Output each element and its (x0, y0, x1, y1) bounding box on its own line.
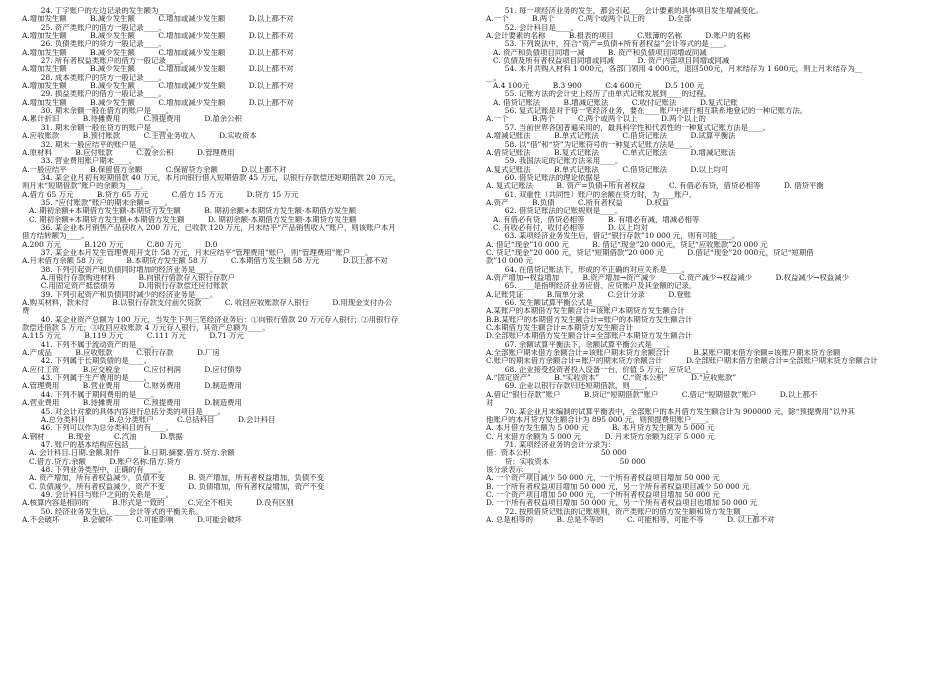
text-line: A. 资产和负债项目同增一减 B. 资产和负债项目同增或同减 (486, 48, 707, 57)
text-line: 25. 资产类账户的借方一般记录____。 (22, 23, 166, 32)
text-line: 38. 下列引起资产和负债同时增加的经济业务是____。 (22, 265, 218, 274)
text-line: 56. 复式记账是对于每一笔经济业务，要在____账户中进行相互联系地登记的一种记账方法。 (486, 107, 808, 116)
text-line: A.总分类科目 B.总分类账户 C.总括科目 D.会计科目 (22, 415, 276, 424)
text-line: A.增加发生额 B.减少发生额 C.增加或减少发生额 D.以上都不对 (22, 65, 294, 74)
text-line: C.用固定资产抵偿债务 D.用银行存款偿还应付账款 (22, 282, 228, 291)
text-line: A.产成品 B.应收账款 C.银行存款 D.厂房 (22, 349, 220, 358)
text-line: A.营业费用 B.待摊费用 C.预提费用 D.制造费用 (22, 399, 242, 408)
text-line: 69. 企业以银行存款归还短期借款，则____。 (486, 382, 652, 391)
text-line: A.原材料 B.应付账款 C.盈余公积 D.管理费用 (22, 148, 235, 157)
text-line: 他账户的本月贷方发生额合计为 895 000 元，则预提费用账户____。 (486, 415, 714, 424)
text-line: 24. 丁字账户的左边记录的发生额为____。 (22, 7, 181, 15)
text-line: A.记账凭证 B.简单分录 C.会计分录 D.登账 (486, 290, 692, 299)
text-line: D.全部账户本期借方发生额合计=全部账户本期贷方发生额合计 (486, 332, 693, 341)
text-line: 71. 某项经济业务的会计分录为： (486, 440, 615, 449)
right-column (486, 7, 938, 524)
text-line: A. 期初余额+本期借方发生额-本期贷方发生额 B. 期初余额+本期贷方发生额-本期借方发生额 (22, 207, 357, 216)
text-line: C.本期借方发生额合计=本期贷方发生额合计 (486, 324, 633, 333)
text-line: 70. 某企业月末编制的试算平衡表中，全部账户的本月借方发生额合计为 900000 元，除“预提费用”以外其 (486, 407, 855, 416)
text-line: A.复式记账法 B.单式记账法 C.借贷记账法 D.以上均可 (486, 165, 729, 174)
text-line: 该分录表示____。 (486, 465, 546, 474)
text-line: C. 期初余额+本期贷方发生额+本期借方发生额 D. 期初余额-本期借方发生额-本期贷方发生额 (22, 215, 357, 224)
text-line: A.“固定资产” B.“实收资本” C.“资本公积” D.“应收账款” (486, 374, 737, 383)
text-line: A.累计折旧 B.待摊费用 C.预提费用 D.盈余公积 (22, 115, 242, 124)
text-line: 45. 对会计对象的具体内容进行总括分类的项目是____。 (22, 407, 225, 416)
text-line: C. 负债及所有者权益项目同增或同减 D. 资产内部项目同增或同减 (486, 57, 730, 66)
text-line: A.增加发生额 B.减少发生额 C.增加或减少发生额 D.以上都不对 (22, 82, 294, 91)
text-line: 52. 会计科目是____。 (486, 23, 579, 32)
text-line: 46. 下列可以作为总分类科目的有____。 (22, 424, 174, 433)
text-line: A.资产增加→权益增加 B.资产增加→资产减少 C.资产减少→权益减少 D.权益减少→权益减少 (486, 274, 849, 282)
text-line: 32. 期末一般应结平的账户是____。 (22, 140, 159, 149)
text-line: C. 月末借方余额为 5 000 元 D. 月末贷方余额为红字 5 000 元 (486, 432, 715, 441)
text-line: A. 会计科目.日期.金额.附件 B.日期.摘要.借方.贷方.余额 (22, 449, 235, 458)
text-line: A.增加发生额 B.减少发生额 C.增加或减少发生额 D.以上都不对 (22, 98, 294, 107)
text-line: 37. 某企业本月发生管理费用开支计 58 万元，月末应结平“管理费用”账户，则“管理费用”账户____。 (22, 248, 373, 257)
text-line: A. 借贷记账法 B.增减记账法 C.收付记账法 D.复式记账 (486, 98, 738, 107)
text-line: 42. 下列属于长期负债的是____。 (22, 357, 151, 366)
text-line: B. 一个所有者权益项目增加 50 000 元，另一个所有者权益项目减少 50 000 元 (486, 482, 750, 491)
text-line: 66. 发生额试算平衡公式是____。 (486, 299, 615, 308)
text-line: 47. 账户的基本结构应包括____。 (22, 440, 151, 449)
text-line: 款偿还借款 5 万元；③收回应收账款 4 万元存入银行，其资产总额为____。 (22, 324, 270, 333)
text-line: 63. 某项经济业务发生后，借记“银行存款”10 000 元，则有可能____。 (486, 232, 740, 241)
text-line: A.增加发生额 B.减少发生额 C.增加或减少发生额 D.以上都不对 (22, 32, 294, 41)
text-line: A.不会破坏 B.会破坏 C.可能影响 D.可能会破坏 (22, 515, 242, 524)
text-line: 33. 营业费用账户期末____。 (22, 157, 137, 166)
text-line: 60. 借贷记账法的理论依据是 ____。 (486, 173, 625, 182)
text-line: 借：资本公积 50 000 (486, 449, 627, 458)
text-line: 26. 负债类账户的贷方一般记录____。 (22, 40, 166, 49)
text-line: C. 贷记“现金”20 000 元，贷记“短期借款”20 000 元 D.借记“现金”20 000元，贷记“短期借 (486, 248, 814, 257)
text-line: A.增加发生额 B.减少发生额 C.增加或减少发生额 D.以上都不对 (22, 15, 294, 24)
text-line: __。 (486, 73, 501, 82)
text-line: 30. 期末余额一般在借方的账户是____。 (22, 107, 174, 116)
text-line: 贷：实收资本 50 000 (486, 457, 646, 466)
text-line: A.某账户的本期借方发生额合计=该账户本期贷方发生额合计 (486, 307, 685, 316)
text-line: A.一个 B.两个 C.两个或两个以上的 D.全部 (486, 15, 692, 24)
text-line: A. 资产增加，所有者权益减少，负债不变 B. 资产增加，所有者权益增加，负债不变 (22, 474, 324, 483)
text-line: A.一般应结平 B.保留借方余额 C.保留贷方余额 D.以上都不对 (22, 165, 287, 174)
text-line: A.200 万元 B.120 万元 C.80 万元 D.0 (22, 240, 218, 249)
text-line: A.增加发生额 B.减少发生额 C.增加或减少发生额 D.以上都不对 (22, 48, 294, 57)
text-line: C.借方.贷方.余额 D.账户名称.借方.贷方 (22, 457, 182, 466)
text-line: 61. 双重性（共同性）账户的余额在贷方时，为____账户。 (486, 190, 697, 199)
text-line: 67. 余额试算平衡法下，余额试算平衡公式是____。 (486, 340, 675, 349)
text-line: 则月末“短期借款”账户的余额为____。 (22, 182, 148, 191)
text-line: A.增减记账法 B.单式记账法 C.借贷记账法 D.试算平衡法 (486, 132, 736, 141)
text-line: A. 有借必有贷，借贷必相等 B. 有增必有减，增减必相等 (486, 215, 700, 224)
text-line: A.115 万元 B.119 万元 C.111 万元 D.71 万元 (22, 332, 244, 341)
text-line: A.借方 65 万元 B.贷方 65 万元 C.借方 15 万元 D.贷方 15 万元 (22, 190, 299, 199)
text-line: A.月末借方余额 58 万元 B.本期贷方发生额 58 万 C.本期借方发生额 58 万元 D.以上都不对 (22, 257, 388, 266)
text-line: 对 (486, 399, 494, 408)
text-line: A. 总是相等的 B. 总是不等的 C. 可能相等，可能不等 D. 以上都不对 (486, 515, 775, 524)
text-line: A.钢材 B.现金 C.汽油 D.票据 (22, 432, 183, 441)
text-line: 费 (22, 307, 30, 316)
text-line: 51. 每一项经济业务的发生，都会引起____会计要素的具体项目发生增减变化。 (486, 7, 763, 15)
text-line: D. 一个所有者权益项目增加 50 000 元，另一个所有者权益项目也增加 50 000 元 (486, 499, 758, 508)
text-line: A. 复式记账法 B. 资产=负债+所有者权益 C. 有借必有贷，借贷必相等 D. 借贷平衡 (486, 182, 824, 191)
text-line: 31. 期末余额一般在贷方的账户是____。 (22, 123, 174, 132)
text-line: 59. 我国法定的记账方法采用____。 (486, 157, 623, 166)
text-line: 款”10 000 元 (486, 257, 533, 266)
text-line: A.会计要素的名称 B.报表的项目 C.账簿的名称 D.账户的名称 (486, 32, 751, 41)
text-line: C.账户的期末借方余额合计=账户的期末贷方余额合计 D.全部账户期末借方余额合计=全部账户期末贷方余额合计 (486, 357, 878, 366)
text-line: C. 一个资产项目增加 50 000 元，一个所有者权益项目增加 50 000 元 (486, 490, 720, 499)
text-line: A. 借记“现金”10 000 元 B. 借记“现金”20 000元，贷记“应收账款”20 000 元 (486, 240, 768, 249)
text-line: 40. 某企业资产总额为 100 万元，当发生下列三笔经济业务后：①向银行借款 20 万元存入银行；②用银行存 (22, 315, 399, 324)
text-line: A.应收账款 B.预付账款 C.主营业务收入 D.实收资本 (22, 132, 257, 141)
text-line: 43. 下列属于生产费用的是____。 (22, 374, 151, 383)
text-line: 68. 企业接受投资者投入设备一台，价值 5 万元，应贷记____。 (486, 365, 714, 374)
text-line: 34. 某企业月初有短期借款 40 万元，本月向银行借入短期借款 45 万元，以银行存款偿还短期借款 20 万元， (22, 173, 401, 182)
text-line: B.B.某账户的本期借方发生额合计=账户的本期贷方发生额合计 (486, 315, 693, 324)
text-line: A. 本月借方发生额为 5 000 元 B. 本月贷方发生额为 5 000 元 (486, 424, 715, 433)
text-line: 65. ____是指明经济业务应借、应贷账户及其金额的记录。 (486, 282, 697, 291)
text-line: 64. 在借贷记账法下，形成的不正确的对应关系是____。 (486, 265, 689, 274)
text-line: A. 一个资产项目减少 50 000 元，一个所有者权益项目增加 50 000 元 (486, 474, 720, 483)
text-line: 48. 下列业务类型中，正确的有____。 (22, 465, 166, 474)
text-line: 62. 借贷记账法的记账规则是____。 (486, 207, 623, 216)
text-line: 27. 所有者权益类账户的借方一般记录____。 (22, 57, 188, 66)
text-line: 28. 成本类账户的贷方一般记录____。 (22, 73, 166, 82)
text-line: 72. 按照借贷记账法的记账规则，资产类账户的借方发生额和贷方发生额____。 (486, 507, 763, 516)
text-line: 44. 下列不属于期间费用的是____。 (22, 390, 159, 399)
text-line: A.管理费用 B.营业费用 C.财务费用 D.制造费用 (22, 382, 242, 391)
text-line: 借方结转额为____。 (22, 232, 89, 241)
text-line: 35. “应付账款”账户的期末余额=____。 (22, 198, 173, 207)
text-line: A.用银行存款购进材料 B.向银行借款存入银行存款户 (22, 274, 235, 282)
text-line: A.借记“银行存款”账户 B.贷记“短期借款”账户 C.借记“短期借款”账户 D.以上都不 (486, 390, 818, 399)
text-line: 55. 记账方法的会计史上经历了由单式记账发展到____的过程。 (486, 90, 712, 99)
text-line: A.一个 B.两个 C.两个或两个以上 D.两个以上的 (486, 115, 706, 124)
text-line: A.全部账户期末借方余额合计=该账户期末贷方余额合计 B.某账户期末借方余额=该账户期末贷方余额 (486, 349, 841, 358)
text-line: 57. 当前世界各国普遍采用的，最具科学性和代表性的一种复式记账方法是____。 (486, 123, 771, 132)
text-line: A.应付工资 B.应交税金 C.应付利润 D.应付债券 (22, 365, 242, 374)
text-line: 29. 损益类账户的借方一般记录____。 (22, 90, 166, 99)
left-column (22, 7, 478, 524)
text-line: 36. 某企业本月销售产品获收入 200 万元，已收款 120 万元，月末结平“产品销售收入”账户，则该账户本月 (22, 223, 396, 232)
text-line: 39. 下列引起资产和负债同时减少的经济业务是____。 (22, 290, 218, 299)
text-line: A.资产 B.负债 C.所有者权益 D.权益 (486, 198, 669, 207)
text-line: 54. 本月共购入材料 1 000元，各部门领用 4 000元，退回500元，月末结存为 1 600元，则上月末结存为__ (486, 65, 863, 74)
text-line: A.借贷记账法 B.复式记账法 C.单式记账法 D.增减记账法 (486, 148, 736, 157)
text-line: A.4 100元 B.3 900 C.4 600元 D.5 100 元 (486, 82, 704, 91)
text-line: 58. 以“借”和“贷”为记账符号的一种复式记账方法是____。 (486, 140, 697, 149)
text-line: 53. 下列说法中，符合“资产=负债+所有者权益”会计等式的是____。 (486, 40, 731, 49)
text-line: A.购买材料，款未付 B.以银行存款支付前欠货款 C. 收回应收账款存入银行 D.用现金支付办公 (22, 299, 393, 308)
text-line: C. 负债减少，所有者权益减少，资产不变 D. 负债增加，所有者权益增加，资产不变 (22, 482, 325, 491)
text-line: A.核算内容是相同的 B.形式是一致的 C.完全不相关 D.没有区别 (22, 499, 294, 508)
text-line: 49. 会计科目与账户之间的关系是____。 (22, 490, 174, 499)
text-line: 50. 经济业务发生后，____会计等式的平衡关系。 (22, 507, 203, 516)
text-line: C. 有收必有付，收付必相等 D. 以上均对 (486, 223, 648, 232)
text-line: 41. 下列不属于流动资产的是____。 (22, 340, 159, 349)
